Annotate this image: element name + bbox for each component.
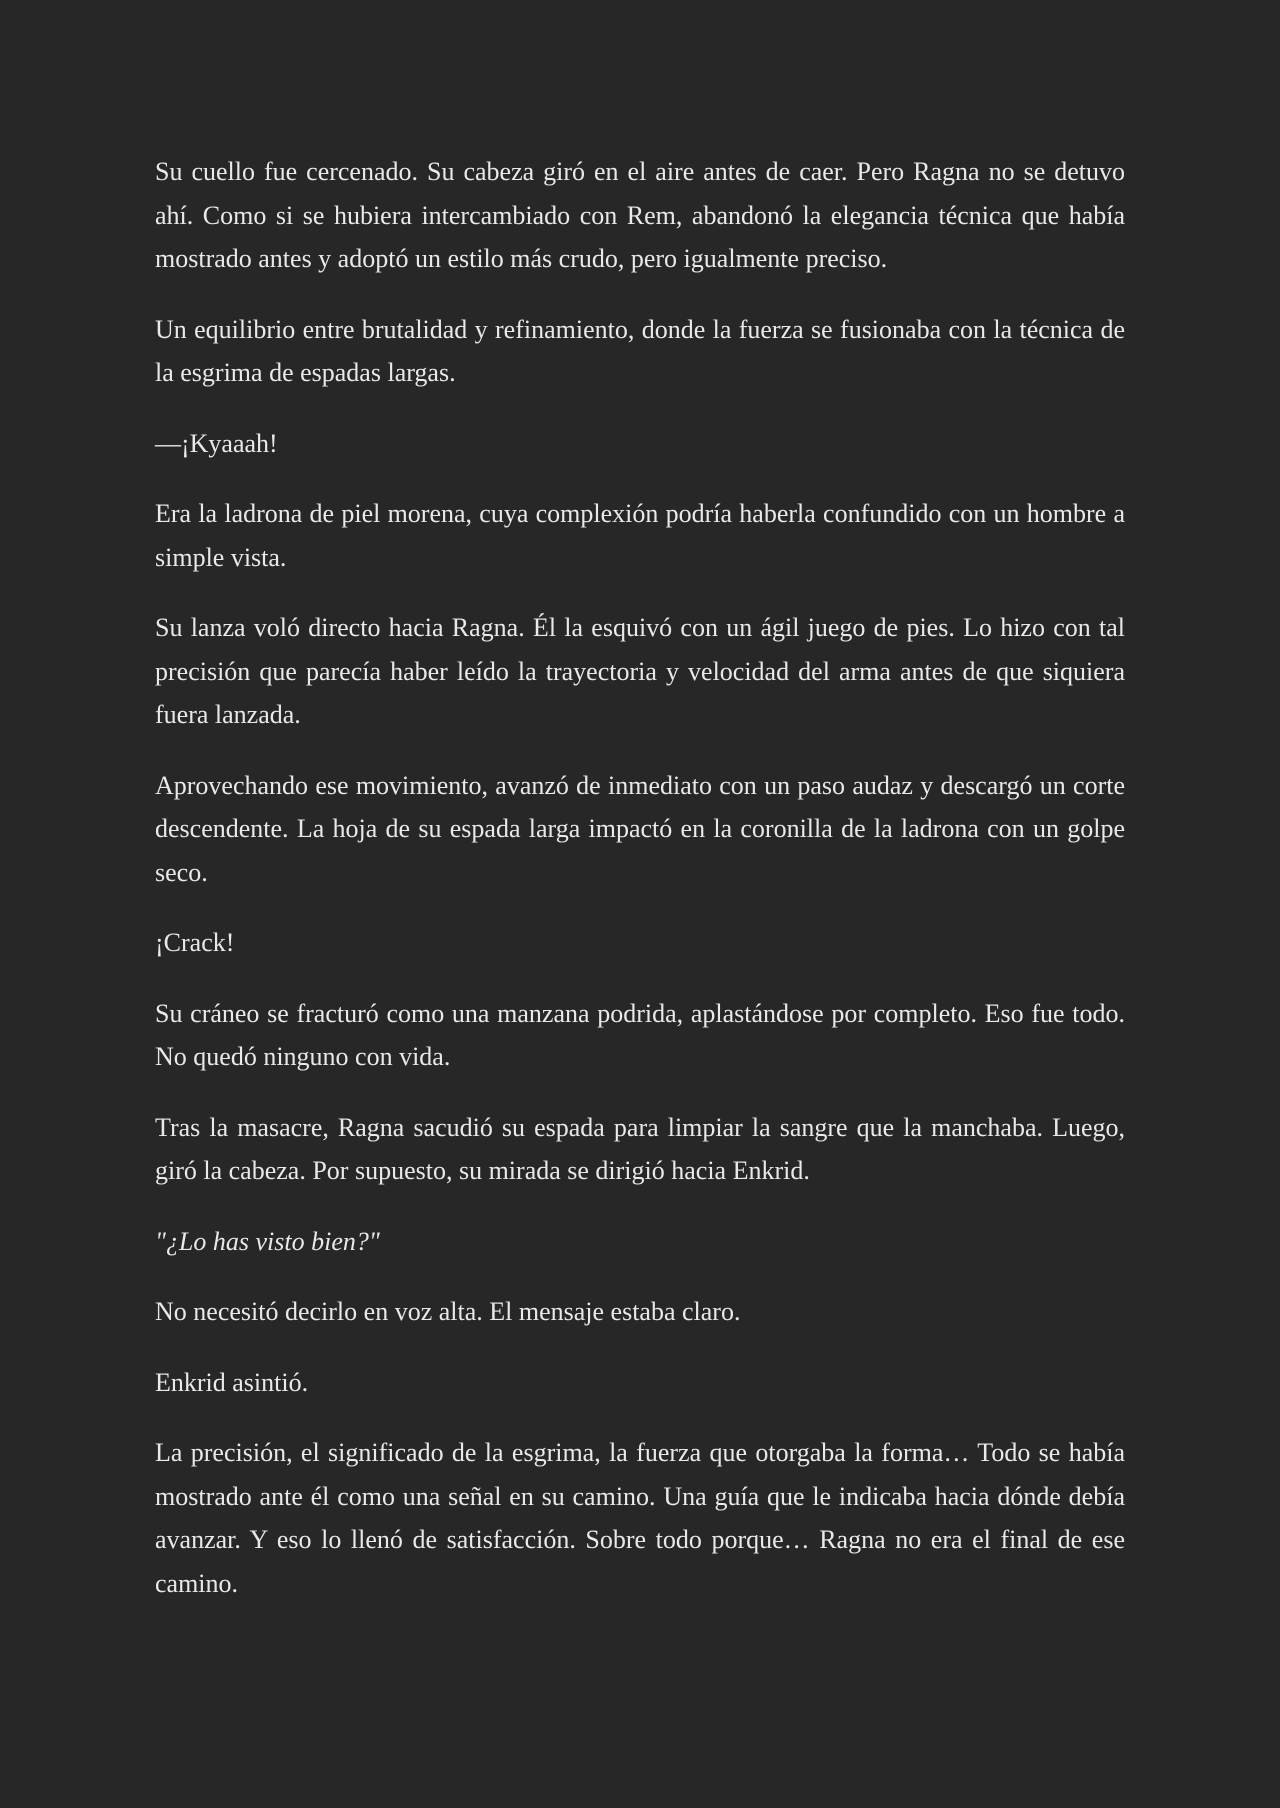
paragraph: Aprovechando ese movimiento, avanzó de inmediato con un paso audaz y descargó un corte descendente. La hoja de su espada larga impactó en la coronilla de la ladrona con un golpe seco. [155,770,1125,887]
dialogue-italic-paragraph: "¿Lo has visto bien?" [155,1226,380,1256]
paragraph: Su cuello fue cercenado. Su cabeza giró en el aire antes de caer. Pero Ragna no se detuvo ahí. Como si se hubiera intercambiado con Rem, abandonó la elegancia técnica que había mostrado antes y adoptó un estilo más crudo, pero igualmente preciso. [155,157,1125,273]
paragraph: Un equilibrio entre brutalidad y refinamiento, donde la fuerza se fusionaba con la técnica de la esgrima de espadas largas. [155,314,1125,387]
paragraph: Era la ladrona de piel morena, cuya complexión podría haberla confundido con un hombre a simple vista. [155,499,1125,572]
paragraph: Enkrid asintió. [155,1367,309,1397]
paragraph: Tras la masacre, Ragna sacudió su espada para limpiar la sangre que la manchaba. Luego, giró la cabeza. Por supuesto, su mirada se dirigió hacia Enkrid. [155,1112,1125,1185]
paragraph: No necesitó decirlo en voz alta. El mensaje estaba claro. [155,1297,741,1326]
paragraph-exclamation: —¡Kyaaah! [155,428,278,458]
paragraph: Su cráneo se fracturó como una manzana podrida, aplastándose por completo. Eso fue todo. No quedó ninguno con vida. [155,998,1125,1071]
paragraph: La precisión, el significado de la esgrima, la fuerza que otorgaba la forma… Todo se había mostrado ante él como una señal en su camino. Una guía que le indicaba hacia dónde debía avanzar. Y eso lo llenó de satisfacción. Sobre todo porque… Ragna no era el final de ese camino. [155,1438,1125,1598]
paragraph-exclamation: ¡Crack! [155,928,235,957]
paragraph: Su lanza voló directo hacia Ragna. Él la esquivó con un ágil juego de pies. Lo hizo con tal precisión que parecía haber leído la trayectoria y velocidad del arma antes de que siquiera fuera lanzada. [155,613,1125,729]
